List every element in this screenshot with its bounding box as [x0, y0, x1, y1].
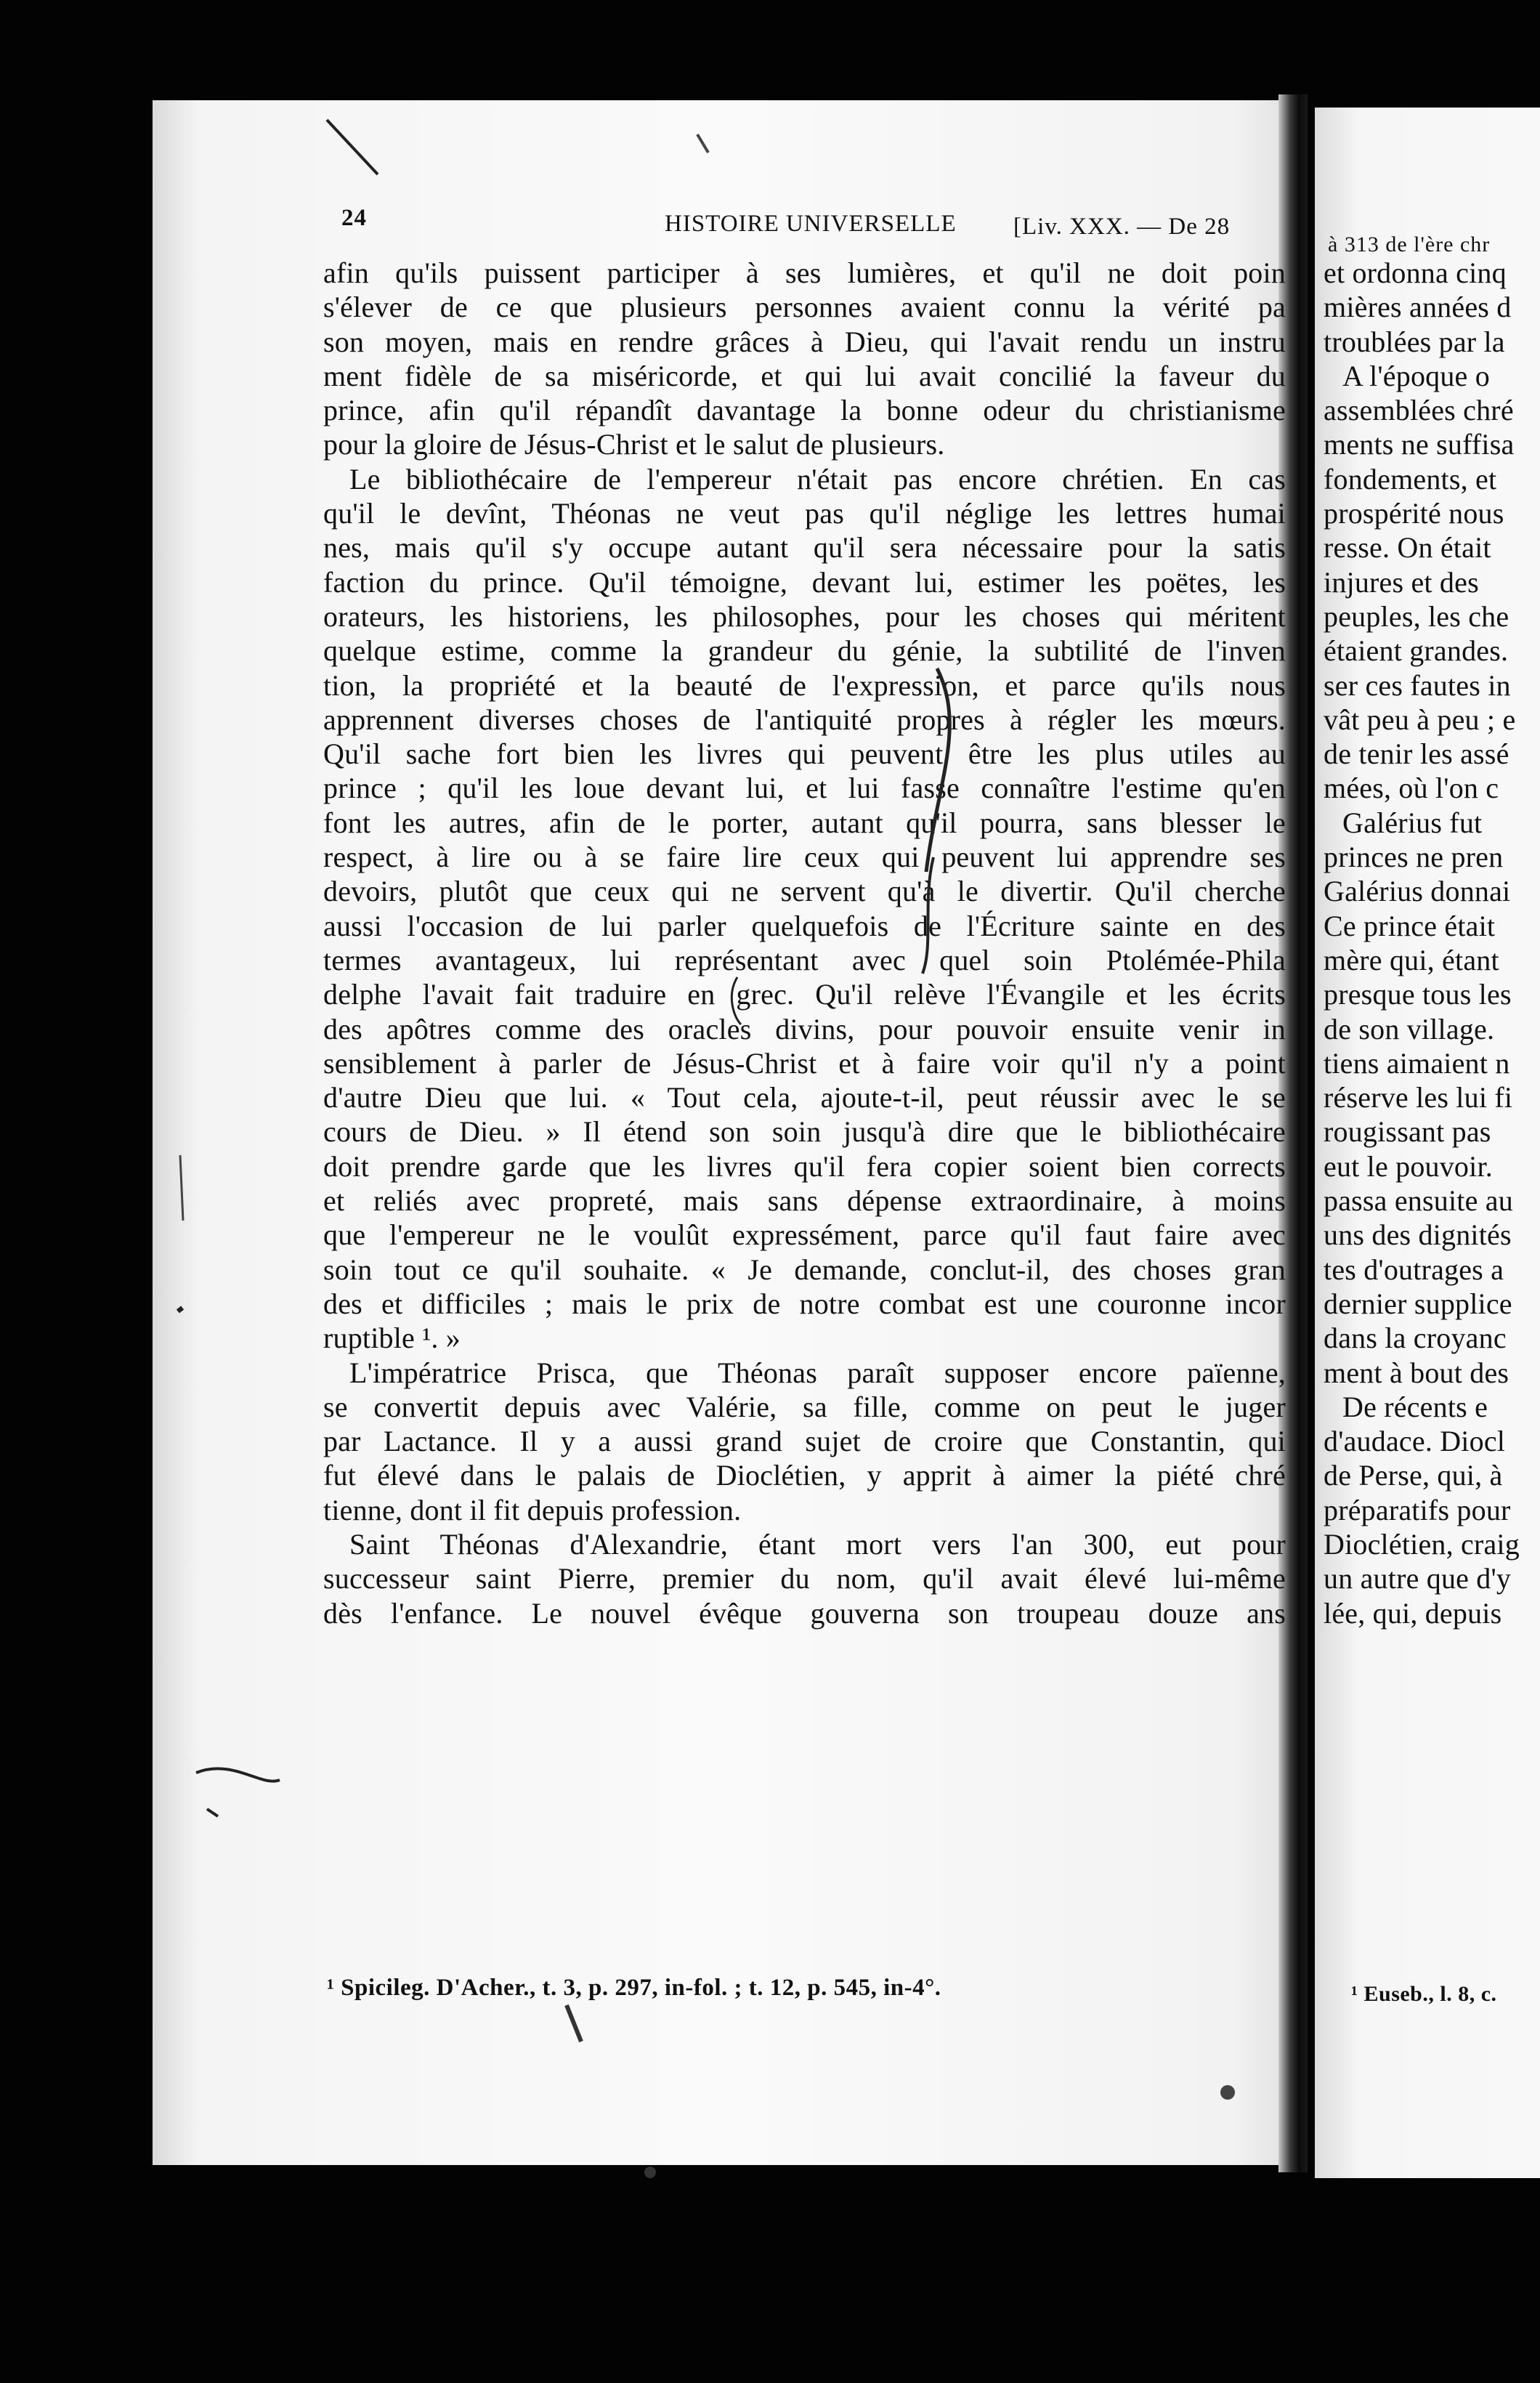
right-text-line: dans la croyanc — [1324, 1322, 1507, 1355]
right-text-line: ment à bout des — [1324, 1356, 1509, 1389]
right-text-line: passa ensuite au — [1324, 1184, 1513, 1218]
right-text-line: peuples, les che — [1324, 599, 1509, 633]
left-text-line: devoirs, plutôt que ceux qui ne servent qu'à le divertir. Qu'il cherche — [323, 875, 1286, 908]
right-text-line: lée, qui, depuis — [1324, 1596, 1502, 1630]
left-text-line: delphe l'avait fait traduire en grec. Qu'il relève l'Évangile et les écrits — [323, 978, 1286, 1011]
left-text-line: des et difficiles ; mais le prix de notre combat est une couronne incor — [323, 1287, 1286, 1320]
right-text-line: rougissant pas — [1324, 1115, 1491, 1149]
right-text-line: assemblées chré — [1324, 394, 1514, 427]
right-text-line: ser ces fautes in — [1324, 668, 1511, 702]
right-body-text — [1324, 256, 1540, 1630]
left-text-line: son moyen, mais en rendre grâces à Dieu, qui l'avait rendu un instru — [323, 325, 1286, 358]
right-text-line: un autre que d'y — [1324, 1562, 1512, 1595]
left-text-line: qu'il le devînt, Théonas ne veut pas qu'il néglige les lettres humai — [323, 497, 1286, 530]
left-text-line: quelque estime, comme la grandeur du génie, la subtilité de l'inven — [323, 634, 1286, 668]
left-text-line: afin qu'ils puissent participer à ses lumières, et qu'il ne doit poin — [323, 256, 1286, 289]
right-text-line: prospérité nous — [1324, 497, 1504, 530]
left-text-line: aussi l'occasion de lui parler quelquefois de l'Écriture sainte en des — [323, 909, 1286, 942]
right-text-line: uns des dignités — [1324, 1218, 1512, 1252]
right-text-line: presque tous les — [1324, 978, 1512, 1011]
left-text-line: Le bibliothécaire de l'empereur n'était pas encore chrétien. En cas — [349, 462, 1286, 495]
right-text-line: Ce prince était — [1324, 909, 1496, 942]
running-title: HISTOIRE UNIVERSELLE — [665, 211, 957, 237]
right-text-line: eut le pouvoir. — [1324, 1149, 1493, 1183]
right-text-line: mières années d — [1324, 291, 1512, 324]
left-text-line: tion, la propriété et la beauté de l'expression, et parce qu'ils nous — [323, 668, 1286, 702]
right-text-line: fondements, et — [1324, 462, 1497, 495]
right-text-line: de son village. — [1324, 1012, 1495, 1045]
right-text-line: ments ne suffisa — [1324, 428, 1515, 461]
right-text-line: De récents e — [1342, 1390, 1488, 1423]
left-text-line: et reliés avec propreté, mais sans dépense extraordinaire, à moins — [323, 1184, 1286, 1218]
left-text-line: prince, afin qu'il répandît davantage la bonne odeur du christianisme — [323, 394, 1286, 427]
right-text-line: tes d'outrages a — [1324, 1253, 1504, 1286]
left-body-text — [323, 256, 1286, 1630]
left-text-line: sensiblement à parler de Jésus-Christ et à faire voir qu'il n'y a point — [323, 1046, 1286, 1080]
left-text-line: successeur saint Pierre, premier du nom, qu'il avait élevé lui-même — [323, 1562, 1286, 1595]
left-text-line: fut élevé dans le palais de Dioclétien, y apprit à aimer la piété chré — [323, 1459, 1286, 1492]
right-text-line: mère qui, étant — [1324, 943, 1499, 976]
left-text-line: Saint Théonas d'Alexandrie, étant mort vers l'an 300, eut pour — [349, 1527, 1286, 1561]
right-footnote: ¹ Euseb., l. 8, c. — [1351, 1982, 1497, 2006]
left-text-line: soin tout ce qu'il souhaite. « Je demande, conclut-il, des choses gran — [323, 1253, 1286, 1286]
right-text-line: Dioclétien, craig — [1324, 1527, 1520, 1561]
left-text-line: doit prendre garde que les livres qu'il fera copier soient bien corrects — [323, 1149, 1286, 1183]
page-number: 24 — [341, 205, 367, 231]
left-footnote: ¹ Spicileg. D'Acher., t. 3, p. 297, in-fol. ; t. 12, p. 545, in-4°. — [327, 1975, 941, 2001]
right-text-line: dernier supplice — [1324, 1287, 1512, 1320]
left-text-line: tienne, dont il fit depuis profession. — [323, 1493, 742, 1526]
left-text-line: Qu'il sache fort bien les livres qui peuvent être les plus utiles au — [323, 737, 1286, 771]
right-running-title: à 313 de l'ère chr — [1328, 232, 1491, 256]
right-text-line: Galérius fut — [1342, 806, 1483, 839]
left-text-line: que l'empereur ne le voulût expressément, parce qu'il faut faire avec — [323, 1218, 1286, 1252]
section-reference: [Liv. XXX. — De 28 — [1013, 214, 1231, 240]
left-text-line: termes avantageux, lui représentant avec quel soin Ptolémée-Phila — [323, 943, 1286, 976]
right-text-line: princes ne pren — [1324, 841, 1504, 874]
left-text-line: apprennent diverses choses de l'antiquité propres à régler les mœurs. — [323, 703, 1286, 736]
left-text-line: ruptible ¹. » — [323, 1322, 461, 1355]
right-text-line: de Perse, qui, à — [1324, 1459, 1503, 1492]
right-text-line: A l'époque o — [1342, 359, 1490, 392]
left-text-line: prince ; qu'il les loue devant lui, et lui fasse connaître l'estime qu'en — [323, 772, 1286, 805]
right-text-line: d'audace. Diocl — [1324, 1425, 1506, 1458]
left-text-line: ment fidèle de sa miséricorde, et qui lui avait concilié la faveur du — [323, 359, 1286, 392]
right-text-line: tiens aimaient n — [1324, 1046, 1510, 1080]
right-text-line: vât peu à peu ; e — [1324, 703, 1516, 736]
right-text-line: préparatifs pour — [1324, 1493, 1511, 1526]
left-text-line: font les autres, afin de le porter, autant qu'il pourra, sans blesser le — [323, 806, 1286, 839]
left-text-line: orateurs, les historiens, les philosophes, pour les choses qui méritent — [323, 599, 1286, 633]
left-text-line: nes, mais qu'il s'y occupe autant qu'il sera nécessaire pour la satis — [323, 531, 1286, 565]
right-text-line: troublées par la — [1324, 325, 1505, 358]
left-text-line: L'impératrice Prisca, que Théonas paraît supposer encore païenne, — [349, 1356, 1286, 1389]
left-text-line: se convertit depuis avec Valérie, sa fille, comme on peut le juger — [323, 1390, 1286, 1423]
left-text-line: respect, à lire ou à se faire lire ceux qui peuvent lui apprendre ses — [323, 841, 1286, 874]
right-text-line: resse. On était — [1324, 531, 1491, 565]
left-text-line: dès l'enfance. Le nouvel évêque gouverna son troupeau douze ans — [323, 1596, 1286, 1630]
right-text-line: étaient grandes. — [1324, 634, 1509, 668]
left-text-line: faction du prince. Qu'il témoigne, devant lui, estimer les poëtes, les — [323, 565, 1286, 599]
right-text-line: Galérius donnai — [1324, 875, 1511, 908]
right-text-line: injures et des — [1324, 565, 1479, 599]
left-text-line: des apôtres comme des oracles divins, pour pouvoir ensuite venir in — [323, 1012, 1286, 1045]
left-text-line: d'autre Dieu que lui. « Tout cela, ajoute-t-il, peut réussir avec le se — [323, 1081, 1286, 1114]
left-text-line: pour la gloire de Jésus-Christ et le salut de plusieurs. — [323, 428, 945, 461]
right-text-line: réserve les lui fi — [1324, 1081, 1513, 1114]
left-text-line: cours de Dieu. » Il étend son soin jusqu'à dire que le bibliothécaire — [323, 1115, 1286, 1149]
left-text-line: s'élever de ce que plusieurs personnes avaient connu la vérité pa — [323, 291, 1286, 324]
right-text-line: et ordonna cinq — [1324, 256, 1507, 289]
right-text-line: de tenir les assé — [1324, 737, 1509, 771]
left-text-line: par Lactance. Il y a aussi grand sujet de croire que Constantin, qui — [323, 1425, 1286, 1458]
right-text-line: mées, où l'on c — [1324, 772, 1499, 805]
